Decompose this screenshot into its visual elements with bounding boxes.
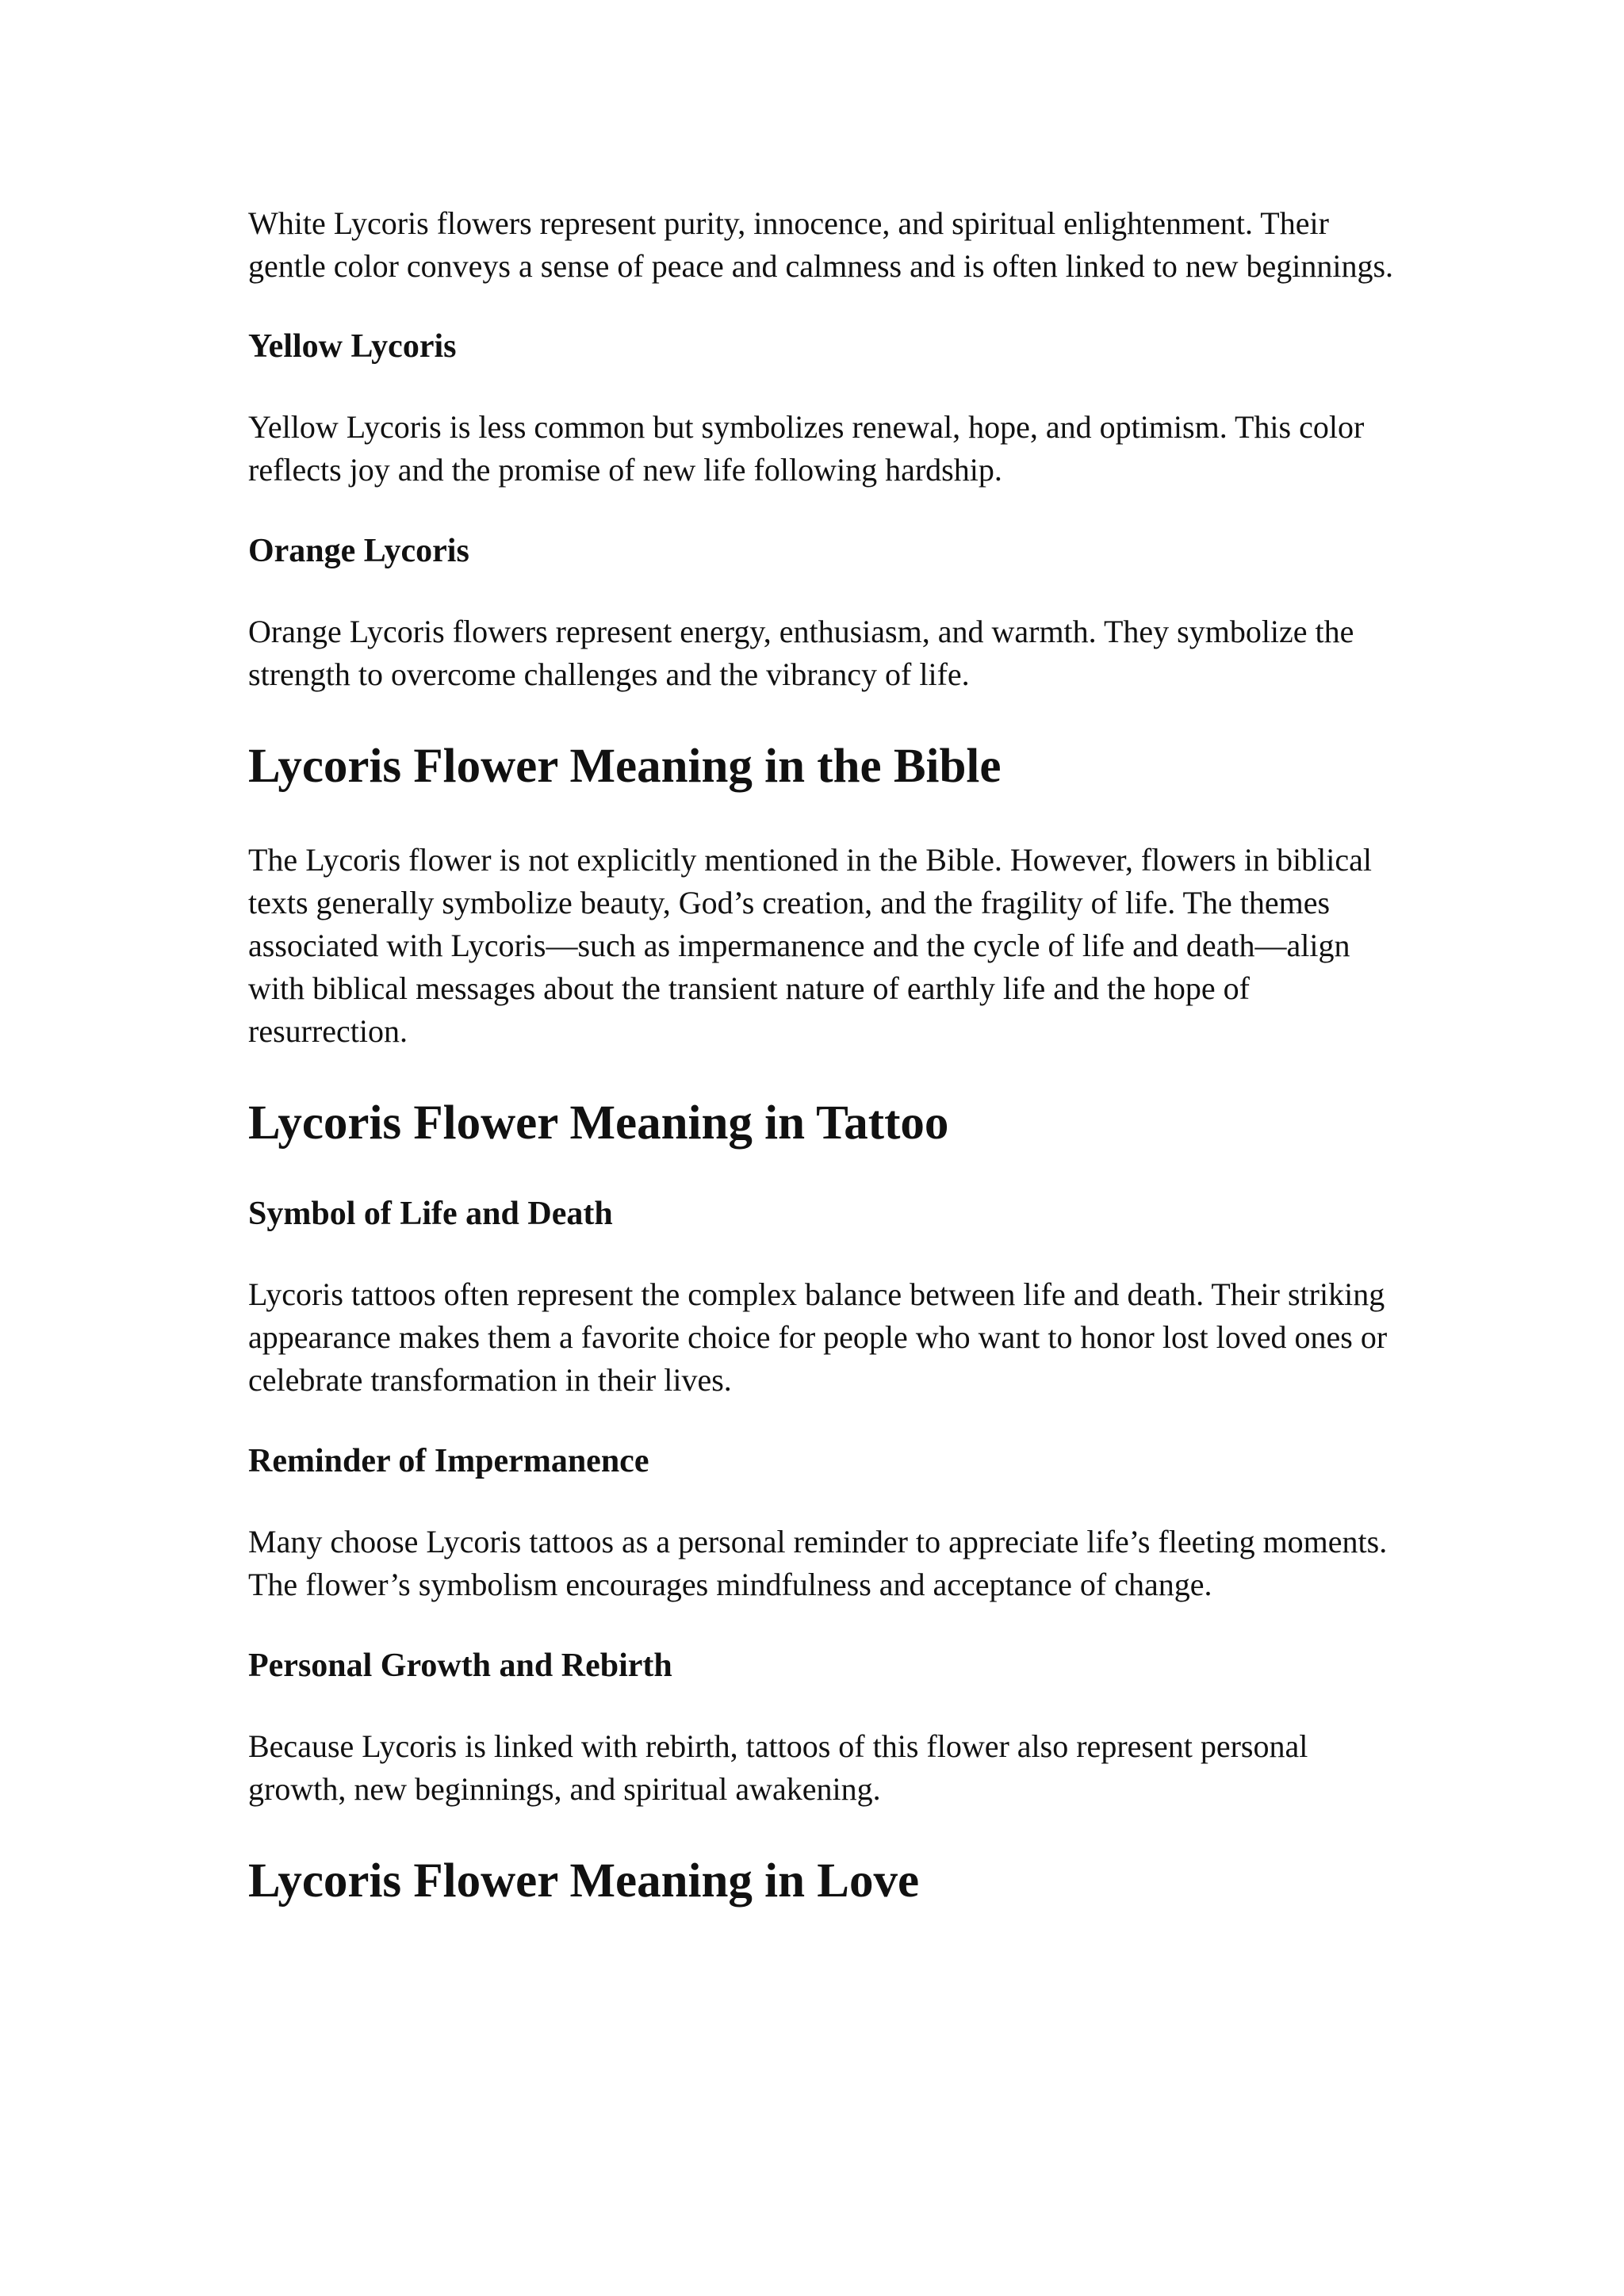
paragraph-orange-lycoris: Orange Lycoris flowers represent energy, enthusiasm, and warmth. They symbolize the strength to overcome challenges and the vibrancy of life. xyxy=(248,614,1354,692)
heading-life-death: Symbol of Life and Death xyxy=(248,1196,613,1232)
document-page xyxy=(248,202,1398,1911)
paragraph-white-lycoris: White Lycoris flowers represent purity, innocence, and spiritual enlightenment. Their gentle color conveys a sense of peace and calmness and is often linked to new beginnings. xyxy=(248,205,1394,284)
paragraph-bible: The Lycoris flower is not explicitly mentioned in the Bible. However, flowers in biblical texts generally symbolize beauty, God’s creation, and the fragility of life. The themes associated with Lycoris—such as impermanence and the cycle of life and death—align with biblical messages about the transient nature of earthly life and the hope of resurrection. xyxy=(248,842,1372,1049)
paragraph-life-death: Lycoris tattoos often represent the complex balance between life and death. Their striking appearance makes them a favorite choice for people who want to honor lost loved ones or celebrate transformation in their lives. xyxy=(248,1276,1388,1398)
heading-impermanence: Reminder of Impermanence xyxy=(248,1443,649,1479)
paragraph-growth-rebirth: Because Lycoris is linked with rebirth, tattoos of this flower also represent personal growth, new beginnings, and spiritual awakening. xyxy=(248,1728,1308,1807)
heading-tattoo: Lycoris Flower Meaning in Tattoo xyxy=(248,1096,949,1150)
heading-love: Lycoris Flower Meaning in Love xyxy=(248,1854,920,1908)
heading-orange-lycoris: Orange Lycoris xyxy=(248,533,469,569)
paragraph-impermanence: Many choose Lycoris tattoos as a personal reminder to appreciate life’s fleeting moments. The flower’s symbolism encourages mindfulness and acceptance of change. xyxy=(248,1524,1388,1602)
heading-growth-rebirth: Personal Growth and Rebirth xyxy=(248,1647,672,1684)
heading-yellow-lycoris: Yellow Lycoris xyxy=(248,328,457,365)
paragraph-yellow-lycoris: Yellow Lycoris is less common but symbolizes renewal, hope, and optimism. This color reflects joy and the promise of new life following hardship. xyxy=(248,409,1365,488)
heading-bible: Lycoris Flower Meaning in the Bible xyxy=(248,740,1002,793)
